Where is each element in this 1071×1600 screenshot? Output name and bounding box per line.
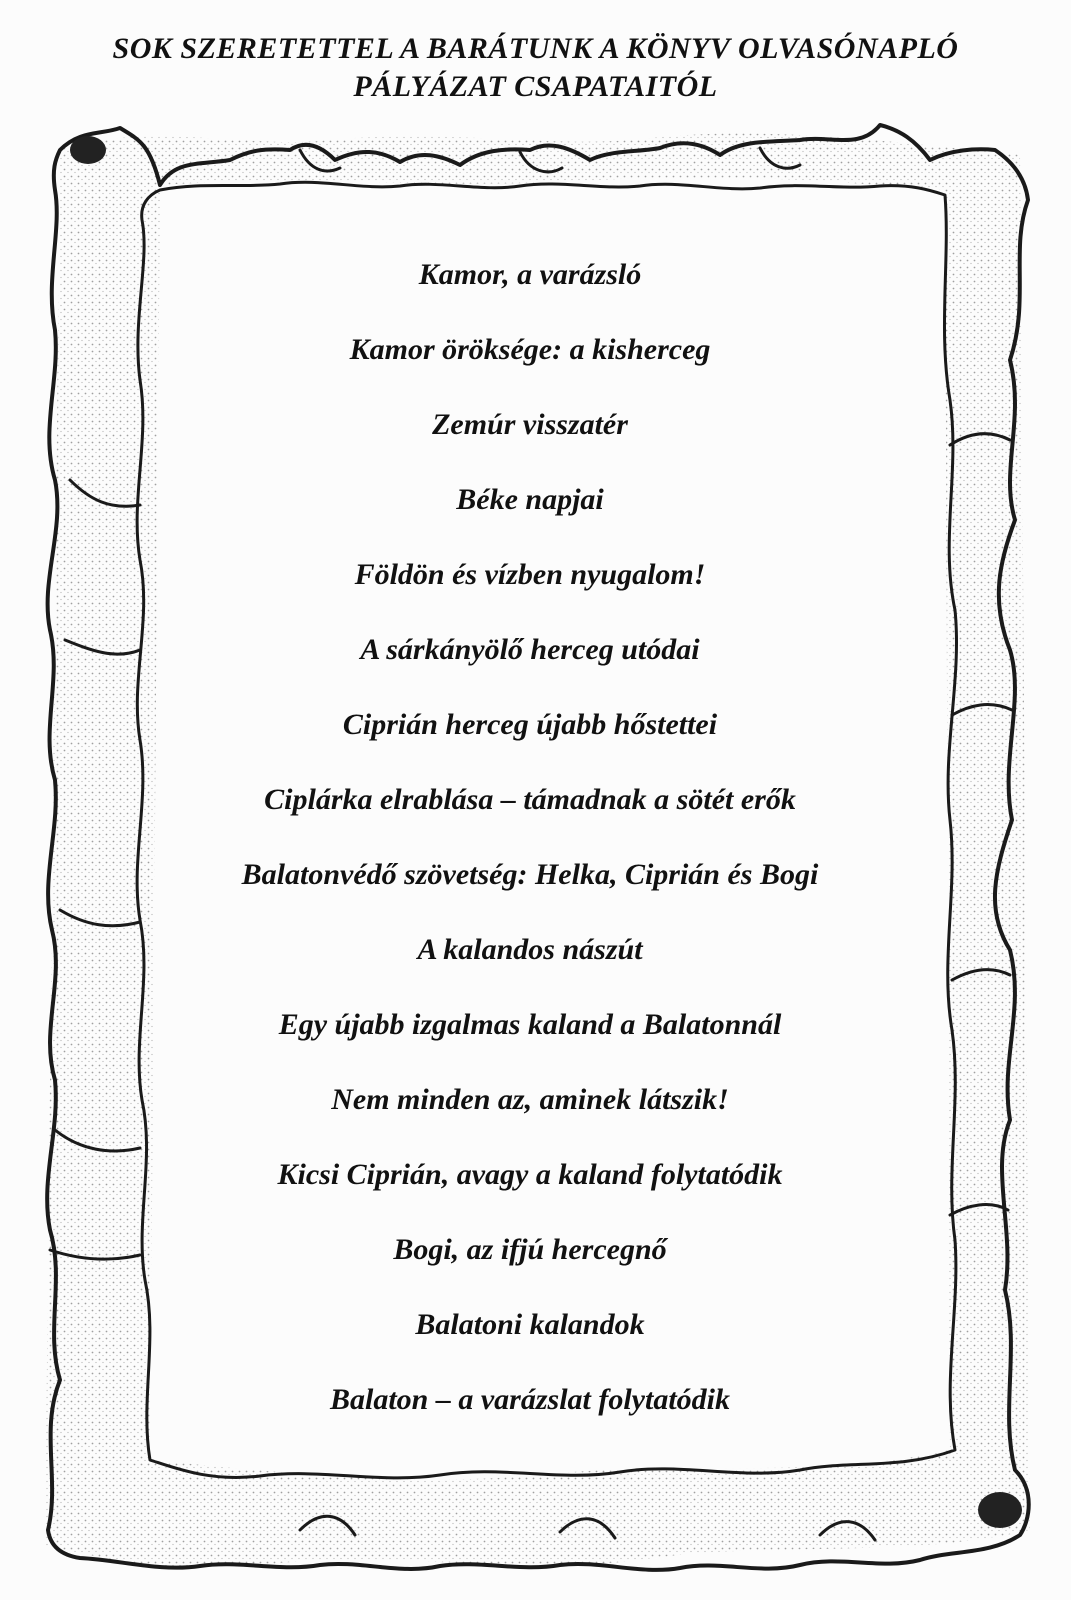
- list-item: Balatoni kalandok: [415, 1308, 645, 1341]
- list-item: Balaton – a varázslat folytatódik: [329, 1383, 731, 1416]
- list-item: A sárkányölő herceg utódai: [360, 633, 700, 666]
- list-item: Kamor, a varázsló: [418, 258, 642, 291]
- list-item: Nem minden az, aminek látszik!: [331, 1083, 729, 1116]
- list-item: Kamor öröksége: a kisherceg: [349, 333, 711, 366]
- list-item: A kalandos nászút: [417, 933, 643, 966]
- heading-line-2: PÁLYÁZAT CSAPATAITÓL: [353, 70, 718, 103]
- list-item: Béke napjai: [456, 483, 604, 516]
- list-item: Földön és vízben nyugalom!: [354, 558, 706, 591]
- heading-line-1: SOK SZERETETTEL A BARÁTUNK A KÖNYV OLVASÓNAPLÓ: [112, 32, 959, 65]
- list-item: Zemúr visszatér: [432, 408, 628, 441]
- list-item: Bogi, az ifjú hercegnő: [393, 1233, 667, 1266]
- list-item: Ciprián herceg újabb hőstettei: [342, 708, 718, 741]
- book-title-list: [150, 250, 910, 1450]
- list-item: Balatonvédő szövetség: Helka, Ciprián és Bogi: [241, 858, 819, 891]
- list-item: Ciplárka elrablása – támadnak a sötét erők: [264, 783, 796, 816]
- list-item: Egy újabb izgalmas kaland a Balatonnál: [278, 1008, 782, 1041]
- list-item: Kicsi Ciprián, avagy a kaland folytatódik: [277, 1158, 783, 1191]
